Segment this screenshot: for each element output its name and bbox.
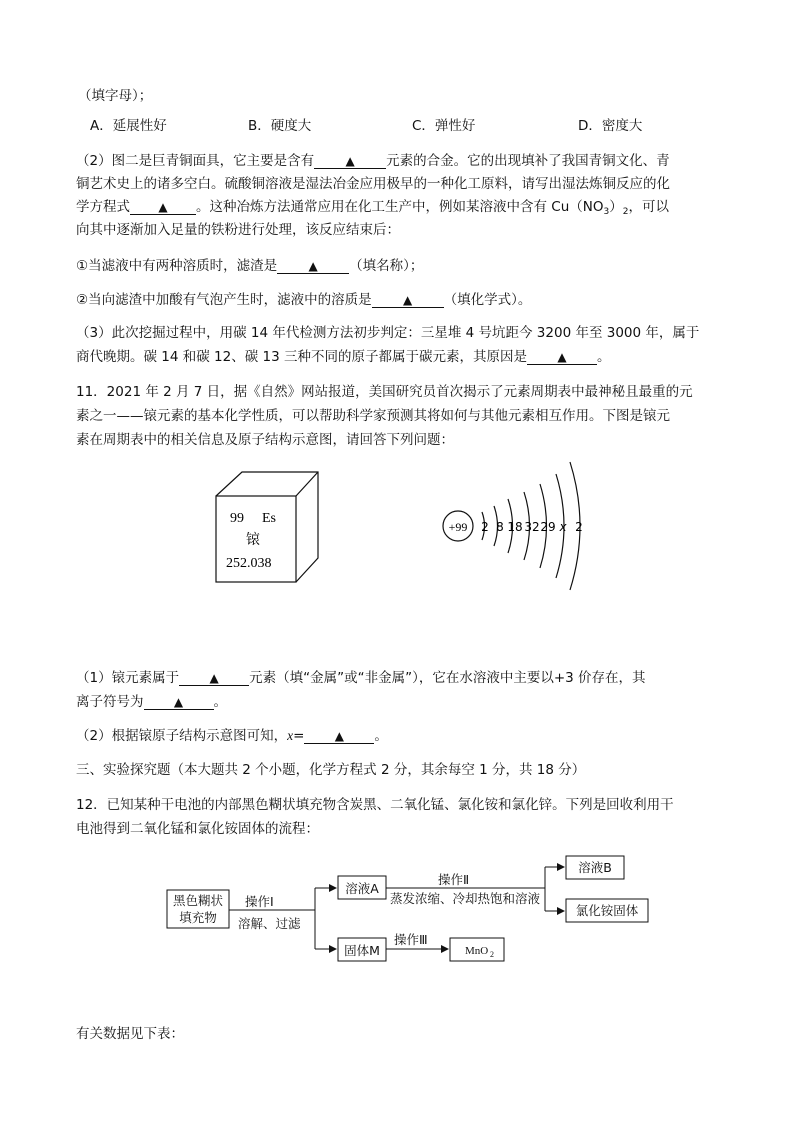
atomic-mass: 252.038 [226, 556, 272, 571]
q11-line2: 素之一——锿元素的基本化学性质，可以帮助科学家预测其将如何与其他元素相互作用。下图是锿元 [76, 408, 670, 424]
svg-text:2: 2 [490, 950, 494, 959]
svg-text:黑色糊状: 黑色糊状 [172, 893, 224, 908]
element-name: 锿 [246, 532, 260, 548]
shell-count: 32 [524, 520, 540, 534]
shell-count: 8 [496, 520, 504, 534]
q10-part3-line2: 商代晚期。碳 14 和碳 12、碳 13 三种不同的原子都属于碳元素，其原因是 ▲ 。 [76, 349, 611, 365]
q10-part2-line1: （2）图二是巨青铜面具，它主要是含有 ▲ 元素的合金。它的出现填补了我国青铜文化、青 [76, 153, 670, 169]
svg-text:MnO: MnO [465, 945, 489, 957]
shell-count: 2 [575, 520, 583, 534]
answer-blank[interactable]: ▲ [372, 293, 444, 308]
shell-count: 2 [481, 520, 489, 534]
option-b: B．硬度大 [248, 118, 312, 134]
answer-blank[interactable]: ▲ [130, 200, 196, 215]
section-3-heading: 三、实验探究题（本大题共 2 个小题，化学方程式 2 分，其余每空 1 分，共 18 分） [76, 762, 586, 778]
label-op1-desc: 溶解、过滤 [238, 916, 301, 931]
nucleus-charge: +99 [448, 520, 468, 534]
svg-text:固体M: 固体M [344, 943, 380, 958]
q10-part3-line1: （3）此次挖掘过程中，用碳 14 年代检测方法初步判定：三星堆 4 号坑距今 3200 年至 3000 年，属于 [76, 325, 700, 341]
fill-hint: （填字母）； [78, 88, 153, 104]
shell-count: x [559, 520, 567, 534]
label-op3: 操作Ⅲ [394, 932, 428, 947]
atomic-number: 99 [230, 511, 244, 526]
svg-text:溶液A: 溶液A [345, 881, 379, 896]
svg-text:氯化铵固体: 氯化铵固体 [575, 903, 639, 918]
q10-condition2: ②当向滤渣中加酸有气泡产生时，滤液中的溶质是 ▲ （填化学式）。 [76, 292, 532, 308]
q10-part2-line4: 向其中逐渐加入足量的铁粉进行处理，该反应结束后： [76, 222, 400, 238]
option-a: A．延展性好 [90, 118, 167, 134]
q10-condition1: ①当滤液中有两种溶质时，滤渣是 ▲ （填名称）； [76, 258, 424, 274]
table-intro: 有关数据见下表： [76, 1026, 184, 1042]
answer-blank[interactable]: ▲ [304, 729, 374, 744]
q11-sub1-line1: （1）锿元素属于 ▲ 元素（填“金属”或“非金属”），它在水溶液中主要以+3 价存在，其 [76, 670, 646, 686]
process-flowchart [160, 850, 660, 970]
shell-electron-counts [481, 520, 583, 534]
element-symbol: Es [262, 511, 276, 526]
answer-blank[interactable]: ▲ [314, 154, 386, 169]
label-op2: 操作Ⅱ [438, 872, 470, 887]
answer-blank[interactable]: ▲ [144, 695, 214, 710]
element-cell-diagram [210, 468, 330, 588]
answer-blank[interactable]: ▲ [277, 259, 349, 274]
label-op1: 操作Ⅰ [245, 894, 274, 909]
svg-text:溶液B: 溶液B [578, 860, 612, 875]
shell-count: 29 [540, 520, 556, 534]
svg-text:填充物: 填充物 [179, 910, 217, 925]
q12-line1: 12．已知某种干电池的内部黑色糊状填充物含炭黑、二氧化锰、氯化铵和氯化锌。下列是回收利用干 [76, 797, 674, 813]
label-op2-desc: 蒸发浓缩、冷却热饱和溶液 [390, 891, 541, 906]
atomic-structure-diagram [436, 456, 596, 596]
q12-line2: 电池得到二氧化锰和氯化铵固体的流程： [76, 821, 319, 837]
q11-sub2: （2）根据锿原子结构示意图可知，x= ▲ 。 [76, 728, 388, 744]
answer-blank[interactable]: ▲ [179, 671, 249, 686]
answer-blank[interactable]: ▲ [527, 350, 597, 365]
option-d: D．密度大 [578, 118, 643, 134]
q11-line3: 素在周期表中的相关信息及原子结构示意图，请回答下列问题： [76, 432, 454, 448]
q11-line1: 11．2021 年 2 月 7 日，据《自然》网站报道，美国研究员首次揭示了元素周期表中最神秘且最重的元 [76, 384, 693, 400]
shell-count: 18 [507, 520, 523, 534]
q10-part2-line2: 铜艺术史上的诸多空白。硫酸铜溶液是湿法冶金应用极早的一种化工原料，请写出湿法炼铜反应的化 [76, 176, 670, 192]
q10-part2-line3: 学方程式 ▲ 。这种冶炼方法通常应用在化工生产中，例如某溶液中含有 $Cu(NO_3)_2$，可以 [76, 199, 669, 217]
option-c: C．弹性好 [412, 118, 476, 134]
q11-sub1-line2: 离子符号为 ▲ 。 [76, 694, 227, 710]
